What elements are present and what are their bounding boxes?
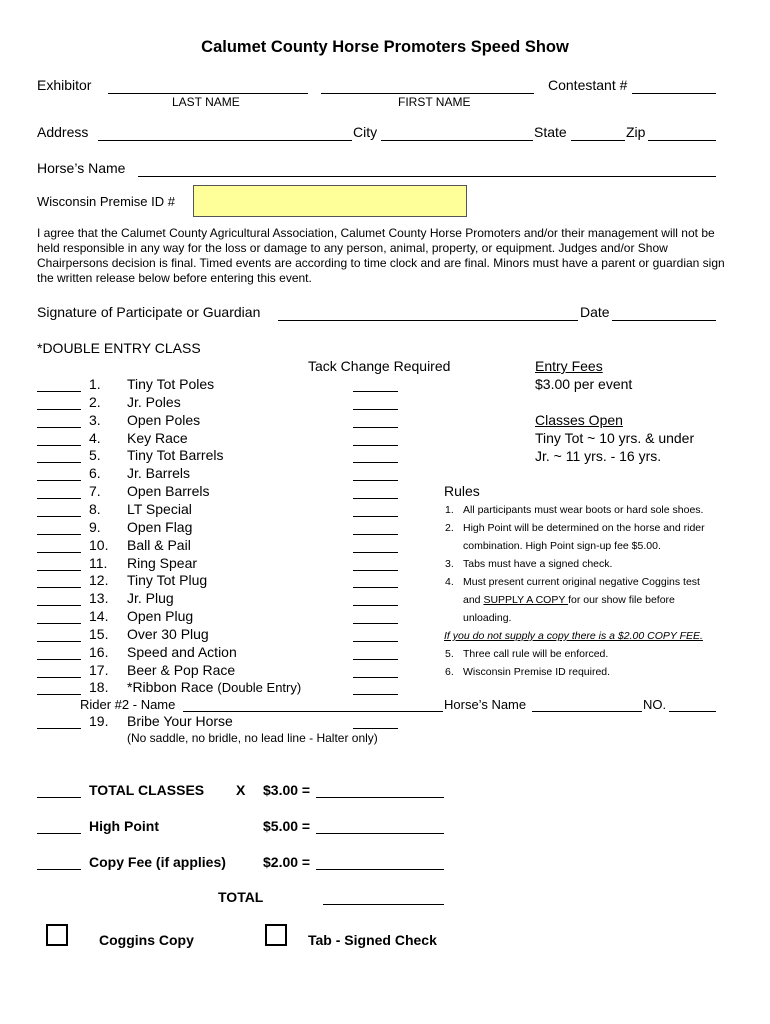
copy-fee-note: If you do not supply a copy there is a $2.00 COPY FEE. (444, 630, 703, 642)
total-classes-amount-field[interactable] (316, 797, 444, 798)
class-14-entry-blank[interactable] (37, 623, 81, 624)
class-16-entry-blank[interactable] (37, 659, 81, 660)
last-name-field[interactable] (108, 93, 308, 94)
class-1-tack-blank[interactable] (353, 391, 398, 392)
entry-fee-value: $3.00 per event (535, 376, 633, 392)
class-19-note: (No saddle, no bridle, no lead line - Halter only) (127, 731, 378, 745)
class-10-name (127, 537, 191, 553)
rule-4-post: for our show file before (568, 594, 675, 606)
date-label: Date (580, 304, 610, 320)
class-11-number: 11. (89, 555, 108, 571)
rule-6-number: 6. (445, 666, 454, 678)
class-14-number: 14. (89, 608, 109, 624)
class-5-number: 5. (89, 447, 101, 463)
rule-5: Three call rule will be enforced. (463, 648, 609, 660)
rule-5-number: 5. (445, 648, 454, 660)
class-2-number: 2. (89, 394, 101, 410)
class-6-name-text: Jr. Barrels (127, 465, 191, 481)
class-17-name (127, 662, 235, 678)
class-5-tack-blank[interactable] (353, 462, 398, 463)
class-1-entry-blank[interactable] (37, 391, 81, 392)
class-16-tack-blank[interactable] (353, 659, 398, 660)
class-8-name-text: LT Special (127, 501, 192, 517)
class-5-entry-blank[interactable] (37, 462, 81, 463)
class-10-entry-blank[interactable] (37, 552, 81, 553)
total-classes-count-field[interactable] (37, 797, 81, 798)
class-18-number: 18. (89, 679, 109, 695)
class-3-name-text: Open Poles (127, 412, 201, 428)
class-8-entry-blank[interactable] (37, 516, 81, 517)
class-7-name-text: Open Barrels (127, 483, 210, 499)
date-field[interactable] (612, 320, 716, 321)
rule-2-line-2: combination. High Point sign-up fee $5.00. (463, 540, 661, 552)
signature-label: Signature of Participate or Guardian (37, 304, 261, 320)
class-13-number: 13. (89, 590, 109, 606)
class-9-tack-blank[interactable] (353, 534, 398, 535)
class-3-tack-blank[interactable] (353, 427, 398, 428)
page-title: Calumet County Horse Promoters Speed Show (201, 38, 569, 56)
grand-total-field[interactable] (323, 904, 444, 905)
agreement-text: I agree that the Calumet County Agricultural Association, Calumet County Horse Promoters and/or their management will not be held responsible in any way for the loss or damage to any person, animal, property, or equipment. Judges and/or Show Chairpersons decision is final. Timed events are according to time clock and are final. Minors must have a parent or guardian sign the written release below before entering this event. (37, 226, 725, 285)
class-16-name-text: Speed and Action (127, 644, 237, 660)
class-4-entry-blank[interactable] (37, 445, 81, 446)
class-5-name (127, 447, 223, 463)
class-13-name-text: Jr. Plug (127, 590, 174, 606)
rider2-name-field[interactable] (183, 711, 443, 712)
high-point-label: High Point (89, 818, 159, 834)
class-19-tack-blank[interactable] (353, 728, 398, 729)
class-18-tack-blank[interactable] (353, 694, 398, 695)
last-name-caption: LAST NAME (172, 95, 240, 109)
class-11-tack-blank[interactable] (353, 570, 398, 571)
class-10-name-text: Ball & Pail (127, 537, 191, 553)
class-6-tack-blank[interactable] (353, 480, 398, 481)
class-9-number: 9. (89, 519, 101, 535)
rider2-no-label: NO. (643, 697, 667, 712)
class-18-entry-blank[interactable] (37, 694, 81, 695)
class-3-entry-blank[interactable] (37, 427, 81, 428)
class-12-entry-blank[interactable] (37, 587, 81, 588)
class-10-number: 10. (89, 537, 109, 553)
rider2-no-field[interactable] (669, 711, 716, 712)
tab-signed-check-label: Tab - Signed Check (308, 932, 437, 948)
horse-name-label: Horse’s Name (37, 160, 126, 176)
zip-label: Zip (626, 124, 646, 140)
rule-4-line-2 (463, 594, 675, 606)
class-18-name-text: *Ribbon Race (127, 679, 214, 695)
premise-id-label: Wisconsin Premise ID # (37, 194, 175, 209)
class-16-number: 16. (89, 644, 109, 660)
class-1-name-text: Tiny Tot Poles (127, 376, 215, 392)
entry-fees-label: Entry Fees (535, 358, 603, 374)
class-9-name-text: Open Flag (127, 519, 193, 535)
class-14-tack-blank[interactable] (353, 623, 398, 624)
class-12-number: 12. (89, 572, 109, 588)
class-10-tack-blank[interactable] (353, 552, 398, 553)
rule-1: All participants must wear boots or hard sole shoes. (463, 504, 704, 516)
rule-1-number: 1. (445, 504, 454, 516)
class-17-tack-blank[interactable] (353, 677, 398, 678)
coggins-copy-checkbox[interactable] (46, 924, 68, 946)
copy-fee-count-field[interactable] (37, 869, 81, 870)
class-19-entry-blank[interactable] (37, 728, 81, 729)
class-11-entry-blank[interactable] (37, 570, 81, 571)
class-14-name (127, 608, 193, 624)
class-13-tack-blank[interactable] (353, 605, 398, 606)
high-point-amount-field[interactable] (316, 833, 444, 834)
class-17-number: 17. (89, 662, 109, 678)
class-15-number: 15. (89, 626, 109, 642)
class-7-name (127, 483, 209, 499)
total-label: TOTAL (218, 889, 264, 905)
copy-fee-amount-field[interactable] (316, 869, 444, 870)
class-2-name (127, 394, 181, 410)
high-point-price: $5.00 = (263, 818, 311, 834)
class-2-tack-blank[interactable] (353, 409, 398, 410)
class-18-note: (Double Entry) (217, 680, 302, 695)
rule-2-line-1: High Point will be determined on the horse and rider (463, 522, 705, 534)
address-field[interactable] (98, 140, 352, 141)
rule-6: Wisconsin Premise ID required. (463, 666, 611, 678)
class-18-name (127, 679, 301, 695)
class-19-name: Bribe Your Horse (127, 713, 233, 729)
class-15-tack-blank[interactable] (353, 641, 398, 642)
premise-id-input[interactable] (193, 185, 467, 217)
class-12-tack-blank[interactable] (353, 587, 398, 588)
jr-age: Jr. ~ 11 yrs. - 16 yrs. (535, 448, 662, 464)
signature-field[interactable] (278, 320, 578, 321)
class-6-number: 6. (89, 465, 101, 481)
class-16-name (127, 644, 237, 660)
coggins-copy-label: Coggins Copy (99, 932, 194, 948)
state-field[interactable] (571, 140, 625, 141)
class-3-name (127, 412, 200, 428)
rule-4-supply-copy: SUPPLY A COPY (483, 594, 569, 606)
class-2-name-text: Jr. Poles (127, 394, 181, 410)
rider2-horse-field[interactable] (532, 711, 642, 712)
tack-change-label: Tack Change Required (308, 358, 451, 374)
rules-title: Rules (444, 483, 480, 499)
rule-4-line-3: unloading. (463, 612, 512, 624)
rider2-horse-label: Horse’s Name (444, 697, 527, 712)
city-field[interactable] (381, 140, 533, 141)
rider2-label: Rider #2 - Name (80, 697, 176, 712)
class-1-name (127, 376, 214, 392)
rule-4-number: 4. (445, 576, 454, 588)
class-4-name-text: Key Race (127, 430, 188, 446)
total-classes-label: TOTAL CLASSES (89, 782, 205, 798)
class-19-number: 19. (89, 713, 109, 729)
exhibitor-label: Exhibitor (37, 77, 92, 93)
class-6-name (127, 465, 190, 481)
class-14-name-text: Open Plug (127, 608, 194, 624)
city-label: City (353, 124, 378, 140)
class-17-entry-blank[interactable] (37, 677, 81, 678)
tab-signed-check-checkbox[interactable] (265, 924, 287, 946)
class-3-number: 3. (89, 412, 101, 428)
class-12-name (127, 572, 207, 588)
class-13-name (127, 590, 174, 606)
contestant-number-field[interactable] (632, 93, 716, 94)
class-17-name-text: Beer & Pop Race (127, 662, 236, 678)
first-name-caption: FIRST NAME (398, 95, 471, 109)
class-5-name-text: Tiny Tot Barrels (127, 447, 224, 463)
class-7-tack-blank[interactable] (353, 498, 398, 499)
rule-2-number: 2. (445, 522, 454, 534)
class-8-name (127, 501, 192, 517)
class-13-entry-blank[interactable] (37, 605, 81, 606)
class-7-number: 7. (89, 483, 101, 499)
copy-fee-price: $2.00 = (263, 854, 311, 870)
class-4-number: 4. (89, 430, 101, 446)
class-4-tack-blank[interactable] (353, 445, 398, 446)
copy-fee-label: Copy Fee (if applies) (89, 854, 226, 870)
class-11-name (127, 555, 197, 571)
classes-open-label: Classes Open (535, 412, 623, 428)
class-4-name (127, 430, 188, 446)
times-sign: X (236, 782, 246, 798)
class-9-name (127, 519, 192, 535)
address-label: Address (37, 124, 89, 140)
contestant-label: Contestant # (548, 77, 628, 93)
rule-4-pre: and (463, 594, 484, 606)
class-15-name (127, 626, 209, 642)
double-entry-label: *DOUBLE ENTRY CLASS (37, 340, 201, 356)
class-2-entry-blank[interactable] (37, 409, 81, 410)
horse-name-field[interactable] (138, 176, 716, 177)
class-8-tack-blank[interactable] (353, 516, 398, 517)
class-7-entry-blank[interactable] (37, 498, 81, 499)
first-name-field[interactable] (321, 93, 534, 94)
state-label: State (534, 124, 567, 140)
class-8-number: 8. (89, 501, 101, 517)
class-15-entry-blank[interactable] (37, 641, 81, 642)
class-12-name-text: Tiny Tot Plug (127, 572, 208, 588)
rule-3-number: 3. (445, 558, 454, 570)
class-6-entry-blank[interactable] (37, 480, 81, 481)
tiny-tot-age: Tiny Tot ~ 10 yrs. & under (535, 430, 695, 446)
class-11-name-text: Ring Spear (127, 555, 198, 571)
class-9-entry-blank[interactable] (37, 534, 81, 535)
rule-3: Tabs must have a signed check. (463, 558, 613, 570)
classes-price: $3.00 = (263, 782, 311, 798)
class-1-number: 1. (89, 376, 101, 392)
high-point-count-field[interactable] (37, 833, 81, 834)
rule-4-line-1: Must present current original negative Coggins test (463, 576, 700, 588)
class-15-name-text: Over 30 Plug (127, 626, 209, 642)
zip-field[interactable] (648, 140, 716, 141)
